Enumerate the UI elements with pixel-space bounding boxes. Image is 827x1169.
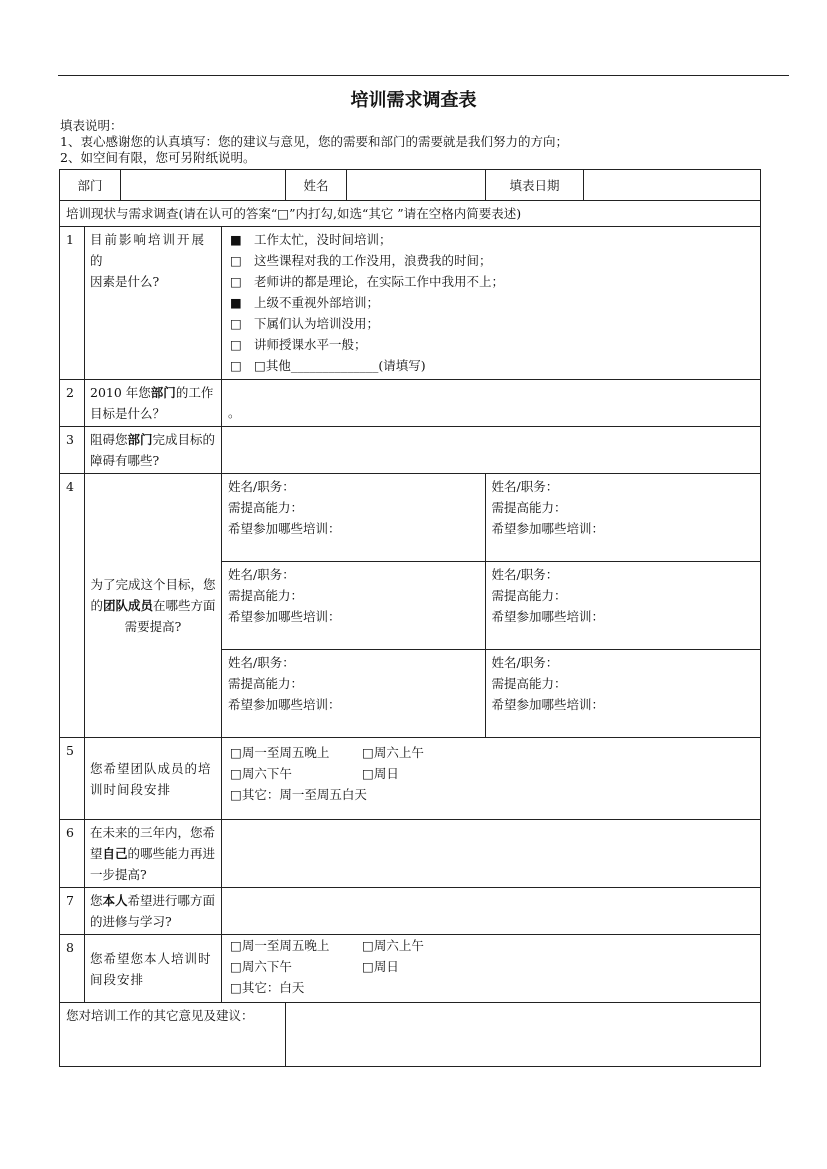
question-5-row (60, 738, 761, 820)
option-item[interactable] (230, 250, 754, 271)
option-label: 这些课程对我的工作没用，浪费我的时间； (254, 253, 492, 268)
training-label: 希望参加哪些培训： (491, 521, 605, 536)
question-emphasis: 团队成员 (103, 598, 154, 613)
question-text: 您希望团队成员的培训时间段安排 (90, 760, 212, 797)
survey-table (59, 169, 761, 1067)
option-item[interactable] (230, 334, 754, 355)
instructions-line-2: 2、如空间有限，您可另附纸说明。 (60, 150, 256, 165)
option-label: 上级不重视外部培训； (254, 295, 380, 310)
question-emphasis: 自己 (102, 846, 128, 861)
option-label: 老师讲的都是理论，在实际工作中我用不上； (254, 274, 505, 289)
instructions (60, 118, 568, 166)
question-1-line-2: 因素是什么? (90, 274, 160, 289)
option-other[interactable]: □其它：周一至周五白天 (230, 787, 367, 802)
training-label: 希望参加哪些培训： (228, 609, 341, 624)
option-label: 工作太忙，没时间培训； (254, 232, 392, 247)
question-emphasis: 本人 (102, 893, 128, 908)
question-number: 1 (60, 227, 85, 380)
question-number: 4 (60, 474, 85, 738)
question-3-text (85, 427, 222, 474)
team-member-entry[interactable] (222, 474, 485, 562)
name-title-label: 姓名/职务： (491, 567, 559, 582)
question-1-text (85, 227, 222, 380)
option-sunday[interactable]: □周日 (362, 766, 399, 781)
option-sunday[interactable]: □周日 (362, 959, 399, 974)
instructions-line-1: 1、衷心感谢您的认真填写：您的建议与意见，您的需要和部门的需要就是我们努力的方向； (60, 134, 568, 149)
training-label: 希望参加哪些培训： (228, 697, 341, 712)
instruction-row (60, 201, 761, 227)
question-emphasis: 部门 (150, 385, 176, 400)
name-title-label: 姓名/职务： (228, 567, 295, 582)
question-text: 您希望您本人培训时间段安排 (90, 950, 212, 987)
checkbox-icon[interactable]: □ (230, 253, 242, 268)
dept-label: 部门 (60, 170, 121, 201)
team-member-entry[interactable] (222, 562, 485, 650)
name-title-label: 姓名/职务： (491, 655, 559, 670)
answer-field[interactable] (222, 380, 761, 427)
question-number: 5 (60, 738, 85, 820)
question-text: 为了完成这个目标，您的 (90, 577, 216, 613)
option-weekday-evening[interactable]: □周一至周五晚上 (230, 938, 330, 953)
ability-label: 需提高能力： (228, 676, 304, 691)
ability-label: 需提高能力： (228, 588, 304, 603)
question-1-options (222, 227, 761, 380)
question-6-row (60, 820, 761, 888)
question-text: 希望进行哪方面的进修与学习? (90, 893, 216, 929)
question-number: 7 (60, 888, 85, 935)
checkbox-checked-icon[interactable]: ■ (230, 295, 242, 310)
question-text: 您 (90, 893, 103, 908)
page-title: 培训需求调查表 (350, 90, 477, 111)
checkbox-icon[interactable]: □ (230, 316, 242, 331)
header-row (60, 170, 761, 201)
option-item[interactable] (230, 271, 754, 292)
team-member-entry[interactable] (222, 650, 485, 738)
question-4-text (85, 474, 222, 738)
option-item[interactable] (230, 292, 754, 313)
question-text: 2010 年您 (90, 385, 151, 400)
checkbox-icon[interactable]: □ (230, 337, 242, 352)
question-7-row (60, 888, 761, 935)
suggestions-row (60, 1003, 761, 1067)
checkbox-icon[interactable]: □ (230, 358, 242, 373)
header-rule (58, 75, 789, 76)
name-title-label: 姓名/职务： (228, 655, 295, 670)
question-number: 6 (60, 820, 85, 888)
suggestions-label: 您对培训工作的其它意见及建议： (60, 1003, 286, 1067)
question-text: 在未来的三年内，您希望 (90, 825, 216, 861)
dept-input[interactable] (121, 170, 286, 201)
ability-label: 需提高能力： (491, 500, 567, 515)
option-saturday-afternoon[interactable]: □周六下午 (230, 959, 292, 974)
instructions-heading: 填表说明： (60, 118, 123, 133)
question-text: 完成目标的障碍有哪些? (90, 432, 216, 468)
team-member-entry[interactable] (485, 474, 760, 562)
date-input[interactable] (584, 170, 761, 201)
question-number: 3 (60, 427, 85, 474)
question-text: 的工作目标是什么？ (90, 385, 214, 421)
question-number: 2 (60, 380, 85, 427)
option-label: 下属们认为培训没用； (254, 316, 380, 331)
question-1-row (60, 227, 761, 380)
answer-field[interactable] (222, 888, 761, 935)
option-saturday-morning[interactable]: □周六上午 (362, 745, 424, 760)
question-6-text (85, 820, 222, 888)
training-label: 希望参加哪些培训： (491, 609, 605, 624)
question-8-row (60, 935, 761, 1003)
question-7-text (85, 888, 222, 935)
option-item[interactable] (230, 355, 754, 376)
training-label: 希望参加哪些培训： (228, 521, 341, 536)
question-text: 阻碍您 (90, 432, 128, 447)
question-4-row (60, 474, 761, 738)
option-label: 讲师授课水平一般； (254, 337, 367, 352)
option-other[interactable]: □其它：白天 (230, 980, 305, 995)
option-saturday-morning[interactable]: □周六上午 (362, 938, 424, 953)
instruction-text: 培训现状与需求调查(请在认可的答案“□”内打勾,如选“其它 ”请在空格内简要表述) (60, 201, 761, 227)
question-8-text (85, 935, 222, 1003)
name-title-label: 姓名/职务： (491, 479, 559, 494)
answer-field[interactable] (222, 820, 761, 888)
name-title-label: 姓名/职务： (228, 479, 295, 494)
option-item[interactable] (230, 229, 754, 250)
option-item[interactable] (230, 313, 754, 334)
name-input[interactable] (347, 170, 486, 201)
question-number: 8 (60, 935, 85, 1003)
answer-text: 。 (228, 405, 241, 420)
question-2-row (60, 380, 761, 427)
question-2-text (85, 380, 222, 427)
question-3-row (60, 427, 761, 474)
question-text: 在哪些方面需要提高? (124, 598, 216, 634)
team-member-table (222, 474, 760, 737)
ability-label: 需提高能力： (491, 588, 567, 603)
checkbox-icon[interactable]: □ (230, 274, 242, 289)
team-member-entry[interactable] (485, 650, 760, 738)
question-emphasis: 部门 (127, 432, 153, 447)
team-member-grid (222, 474, 761, 738)
question-text: 的哪些能力再进一步提高? (90, 846, 216, 882)
option-label: □其他______________(请填写) (254, 358, 426, 373)
team-member-entry[interactable] (485, 562, 760, 650)
question-5-text (85, 738, 222, 820)
option-weekday-evening[interactable]: □周一至周五晚上 (230, 745, 330, 760)
date-label: 填表日期 (486, 170, 584, 201)
option-saturday-afternoon[interactable]: □周六下午 (230, 766, 292, 781)
question-1-line-1: 目前影响培训开展的 (90, 232, 207, 268)
training-label: 希望参加哪些培训： (491, 697, 605, 712)
checkbox-checked-icon[interactable]: ■ (230, 232, 242, 247)
ability-label: 需提高能力： (491, 676, 567, 691)
schedule-options (222, 935, 761, 1003)
suggestions-input[interactable] (286, 1003, 761, 1067)
schedule-options (222, 738, 761, 820)
name-label: 姓名 (286, 170, 347, 201)
ability-label: 需提高能力： (228, 500, 304, 515)
answer-field[interactable] (222, 427, 761, 474)
